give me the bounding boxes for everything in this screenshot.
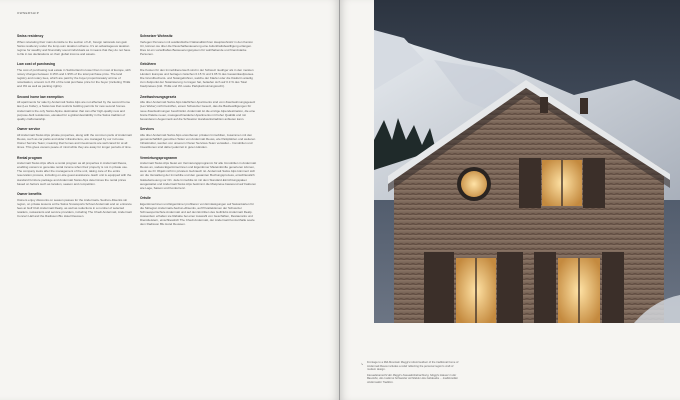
section-heading: Schweizer Wohnsitz	[140, 34, 173, 38]
section-heading: Low cost of purchasing	[17, 62, 56, 67]
section-body: Eigentümerinnen und Eigentümer profitieren von Ermässigungen auf Saisonkarten für die Skiregion Andermatt+Sedrun+Disentis, auf Privatlektionen der Schweizer Schneesportschule Andermatt und auf den Eintritten des Golfclubs Andermatt Realp. Ausserdem erhalten sie Rabatte bei einer Auswahl von Geschäften, Restaurants und Dienstleistern, einschliesslich The Chedi Andermatt, der Andermatt Konzerthalle sowie dem Radisson Blu Hotel Reussen.	[140, 201, 255, 227]
section-body: Alle über Andermatt Swiss Alps käuflichen Apartments sind vom Zweitwohnungsgesetz (Lex Weber) nicht betroffen, einem Schweizer Gesetz, das die Baubewilligungen für neue Zweitwohnungen beschränkt. Andermatt ist die einzige Alpendestination, die eine breite Palette neuer, massgeschneiderter Apartments mit hoher Qualität und mit besonderem Augenmerk auf die Schweizer Handwerkstradition anbieten kann.	[140, 100, 256, 121]
section-heading: Zweitwohnungsgesetz	[140, 94, 177, 99]
section-body: Die Kosten für den Immobilienerwerb sind in der Schweiz niedriger als in den meisten Ländern Europas und betragen zwischen 0.15 % und 3.95 % des Gesamtkaufpreises. Die Grundbuchamt- und Notargebühren, welche der Käufer oder die Käuferin anteilig zum Zeitpunkt der Notarisierung zu tragen hat, belaufen sich auf 0.3 % des Total Kaufpreises (inkl. 7F&E und 0% sowie Parkplatznutzungsrecht).	[140, 67, 255, 89]
section-heading: Owner service	[17, 127, 41, 132]
chalet-photo	[374, 0, 680, 323]
text-section	[17, 95, 132, 121]
section-heading: Ortsile	[140, 196, 151, 201]
section-body: The cost of purchasing real estate in Switzerland is lower than in most of Europe, with notary charges between 0.15% and 1.95% of the total purchase price. The land registry and notary fees, which are paid by the buyer proportionately at time of notarisation, amount to 0.3% of the total purchase price for the buyer (including 7F&E and 0% as well as packing rights).	[17, 67, 131, 89]
left-page	[0, 0, 339, 400]
text-section	[17, 156, 132, 186]
text-section	[140, 127, 258, 149]
text-section	[140, 156, 258, 190]
section-body: Andermatt Swiss Alps offers a rental program as all properties in Andermatt Reuss, enabling owners to generate rental income when their property is not in private use. The company looks after the management of the unit, taking care of the entire reservation process, including on-site guest assistance. Each unit is equipped with the standard furniture package and Andermatt Swiss Alps determines the rental prices based on factors such as location, season and competition.	[17, 161, 132, 186]
text-section	[17, 192, 132, 218]
text-section	[17, 127, 132, 149]
section-body: When relocating their main domicile to the section of Uri, foreign nationals can gain Swiss residency under the lump-sum taxation scheme. It's an advantageous taxation regime for wealthy and financially sound individuals as it means that they do not have to file in tax declarations on their global income and assets.	[17, 39, 131, 56]
section-body: Andermatt Swiss Alps bietet ein Vermietungsprogramm für alle Immobilien in Andermatt Reuss an, sodass Eigentümerinnen und Eigentümer Mieteinkünfte generieren können, wenn sie ihr Objekt nicht in privatem Gebrauch ist. Andermatt Swiss Alps kümmert sich um die Verwaltung der Immobilie und den gesamten Buchungsprozess, einschliesslich Gästebetreuung vor Ort. Jede Immobilie ist mit dem Standard-Einrichtungspaket ausgestattet und Andermatt Swiss Alps bestimmt die Mietpreise basierend auf Faktoren wie Lage, Saison und Konkurrenz.	[140, 161, 257, 190]
section-heading: Swiss residency	[17, 34, 44, 38]
section-body: Owners enjoy discounts on season passes for the Andermatt+ Sedrun+Disentis ski region, on private lessons at the Swiss Snowsports School Andermatt and on entrance fees at Golf Club Andermatt Realp, as well as reductions in a number of selected retailers, restaurants and service providers, including The Chedi Andermatt, Andermatt Concert Hall and the Radisson Blu Hotel Reussen.	[17, 197, 132, 219]
section-heading: Vermietungsprogramm	[140, 155, 178, 160]
caption-marker-icon: ↳	[361, 362, 364, 366]
text-section	[140, 196, 258, 226]
right-page	[340, 0, 680, 400]
text-section	[17, 62, 132, 88]
caption-english: Frontage to a Mid-Mountain Meggi's indoor/outdoor of the traditional home of Andermatt Reuss includes a relief reflecting the personal region's craft of modern design.	[367, 361, 459, 371]
text-section	[17, 34, 132, 56]
photo-caption	[367, 361, 459, 386]
text-section	[140, 62, 258, 88]
text-section	[140, 95, 258, 121]
section-body: All apartments for sale by Andermatt Swiss Alps are not affected by the second home law (Lex Koller), a Swiss law that restricts building permits for new second homes. Andermatt is the only Swiss Alpine destination that can offer high-quality new and purpose-built residences, elevated for a global desirability in the Swiss tradition of quality craftsmanship.	[17, 100, 131, 121]
caption-german: Fassadenansicht der Meggi's Fassadenbetrachtung. Meggi's Häuser in der Baureihe, die moderne Schweizer Architektur des Gebäudes ... traditionellen Andermatter Tradition.	[367, 373, 459, 384]
text-section	[140, 34, 258, 56]
section-body: All Andermatt Swiss Alps private properties, along with the common parts of Andermatt Reuss, such as car parks and wider infrastructure, are managed by our in-house Owner Service Team; meaning that homes and investments are well cared for at all times. This gives owners peace of mind while they are away for longer periods of time.	[17, 132, 132, 150]
page-header-left: OWNERSHIP	[17, 11, 40, 15]
english-column	[17, 34, 132, 225]
section-body: Alle über Andermatt Swiss Alps erworbenen privaten Immobilien, zusammen mit den gemeinschaftlich genutzten Teilen von Andermatt Reuss, wie Parkplätzen und weiteren Infrastruktur, werden von unserem Owner Services-Team verwaltet – Immobilien und Investitionen sind daher jederzeit in guten Händen.	[140, 132, 256, 150]
section-heading: Services	[140, 127, 154, 132]
section-heading: Second home law exemption	[17, 94, 64, 99]
german-column	[140, 34, 258, 233]
section-body: Verlegen Personen mit ausländischer Nationalität ihren Hauptwohnsitz in den Kanton Uri, können sie über die Pauschalbesteuerung eine Aufenthaltsbewilligung erlangen. Dies ist ein vorteilhaftes Besteuerungssystem für wohlhabende und finanzstarke Personen.	[140, 39, 253, 56]
section-heading: Rental program	[17, 155, 43, 160]
section-heading: Gebühren	[140, 62, 157, 67]
section-heading: Owner benefits	[17, 192, 42, 197]
